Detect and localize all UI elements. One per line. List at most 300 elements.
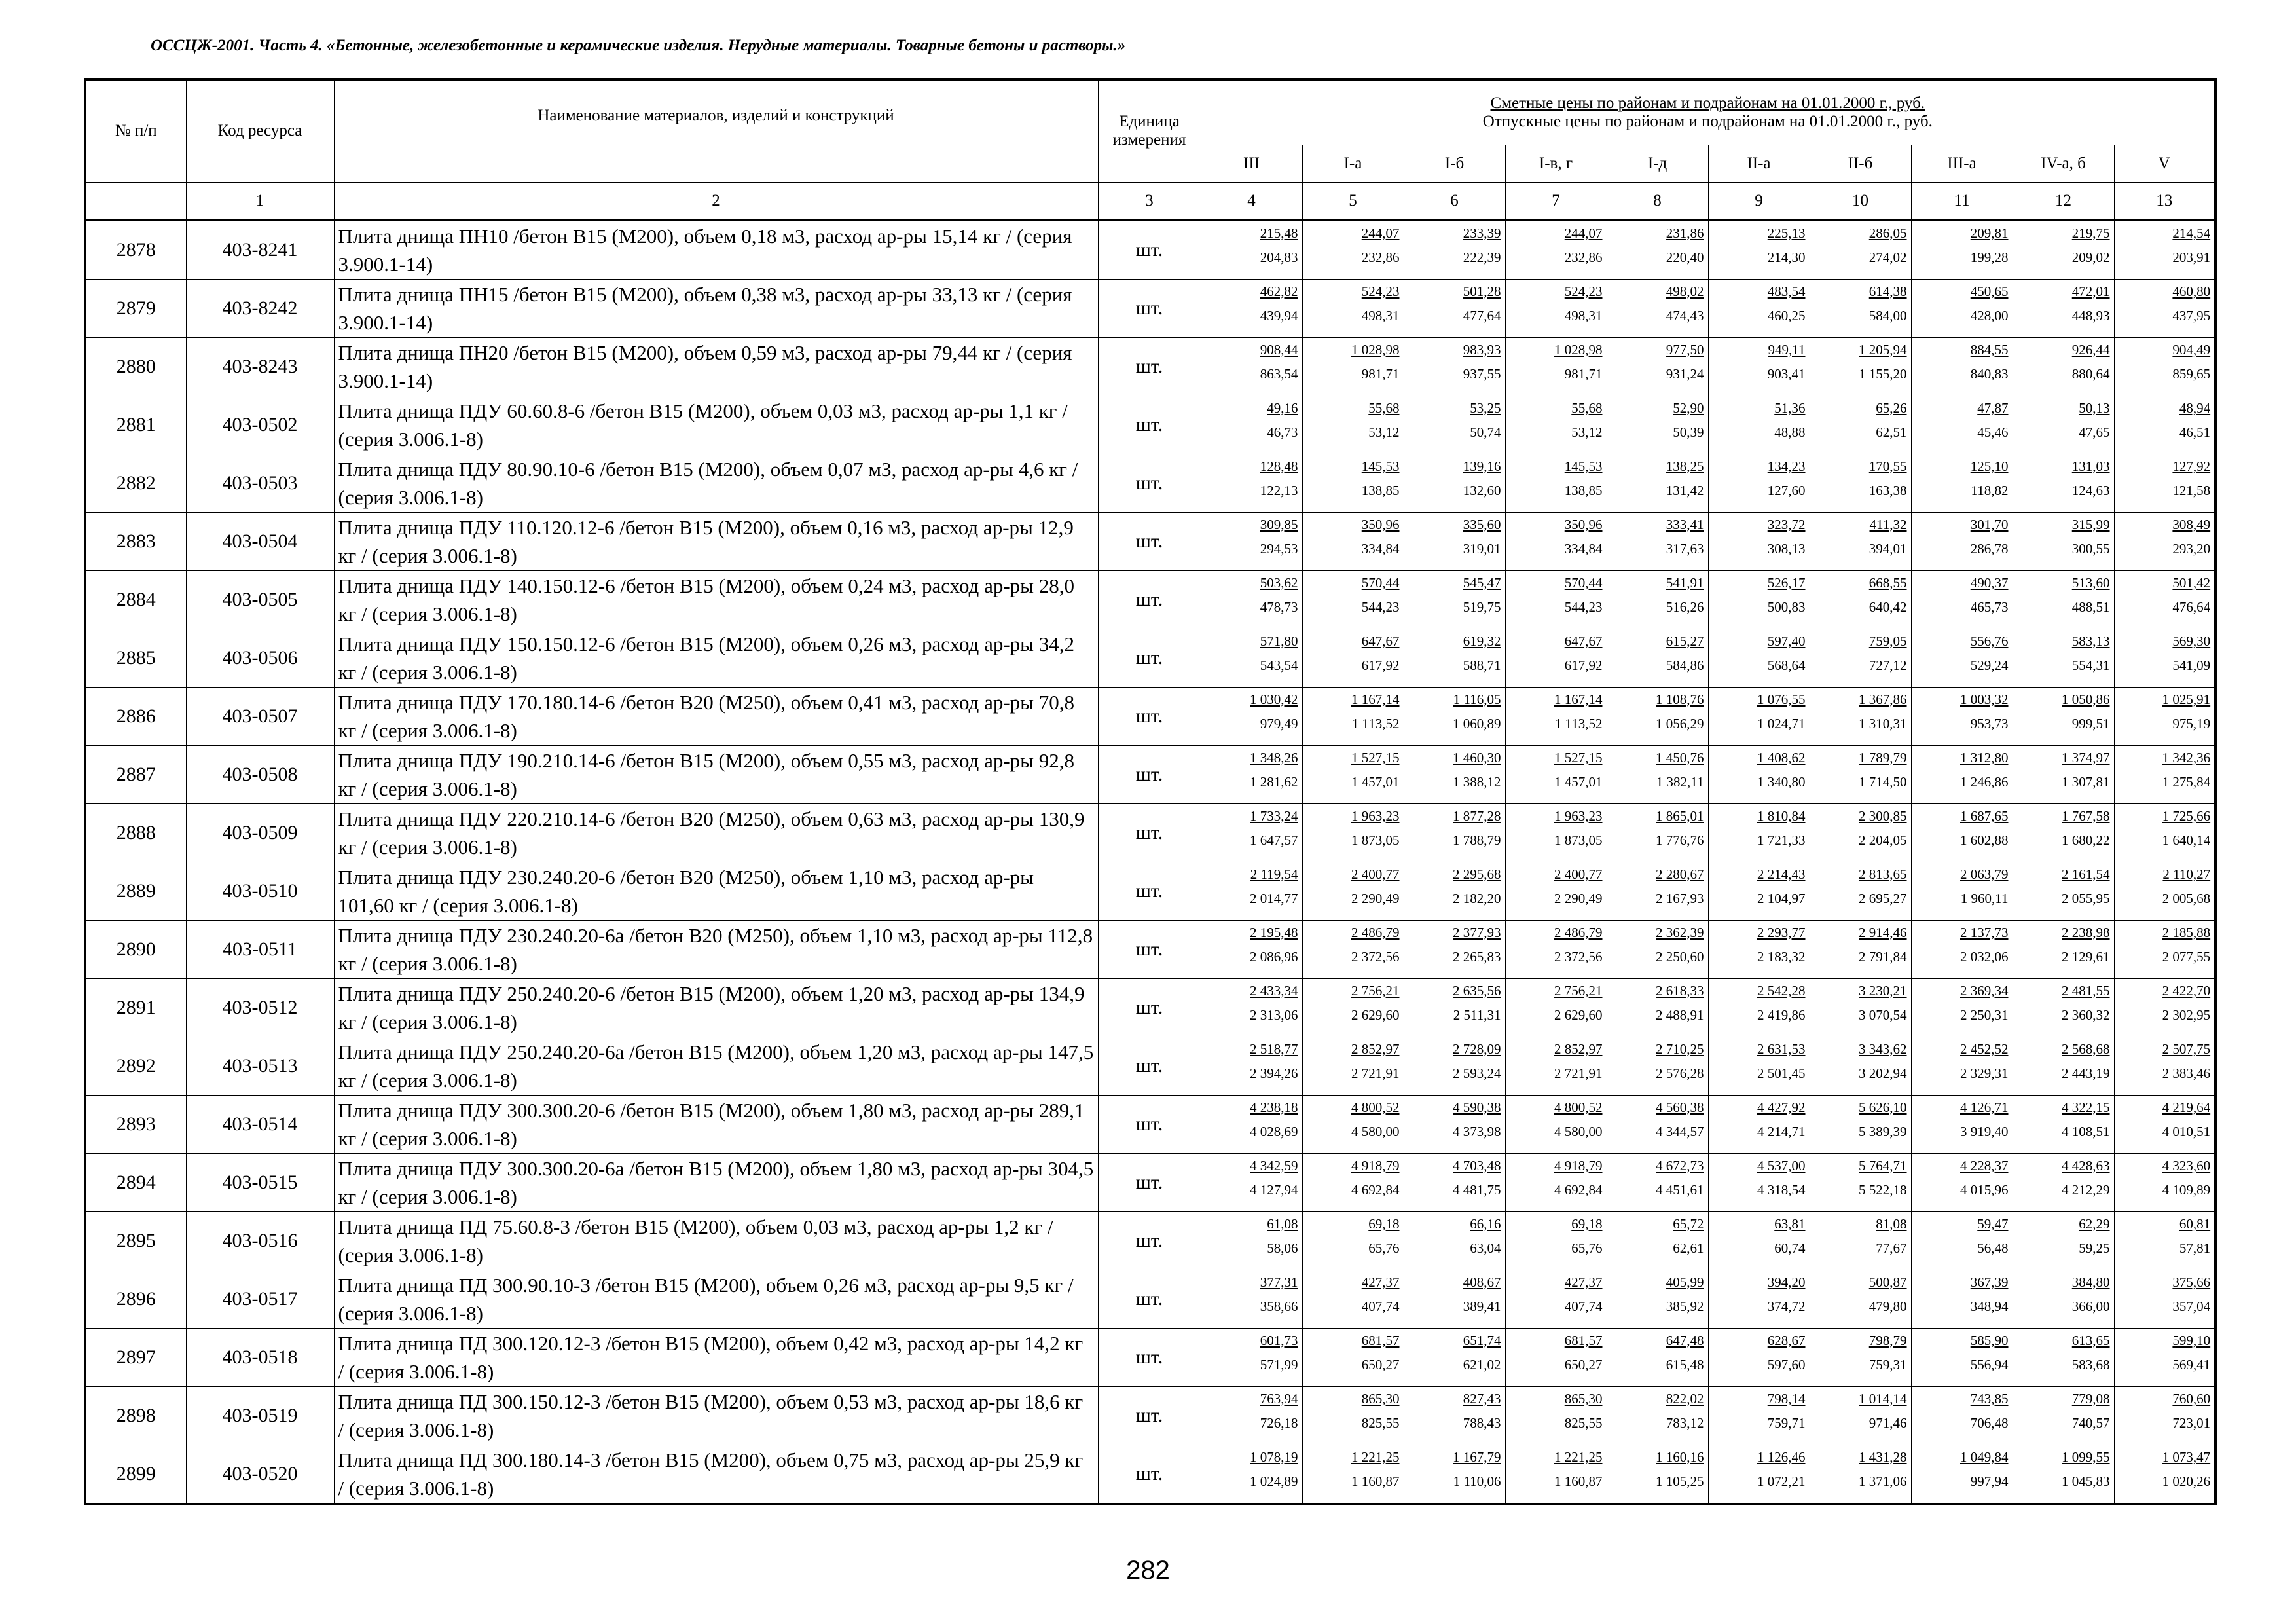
price-cell xyxy=(2013,745,2114,803)
release-price: 2 265,83 xyxy=(1453,948,1501,965)
estimate-price: 384,80 xyxy=(2071,1274,2110,1290)
price-cell xyxy=(1505,1095,1607,1153)
release-price: 979,49 xyxy=(1260,715,1298,731)
price-cell xyxy=(2013,1328,2114,1386)
price-cell xyxy=(1810,862,1911,920)
estimate-price: 427,37 xyxy=(1564,1274,1603,1290)
estimate-price: 4 228,37 xyxy=(1960,1157,2009,1173)
release-price: 294,53 xyxy=(1260,540,1298,557)
price-cell xyxy=(1607,1037,1708,1095)
release-price: 1 275,84 xyxy=(2162,773,2211,790)
price-cell xyxy=(1810,803,1911,862)
estimate-price: 798,14 xyxy=(1767,1390,1806,1407)
price-cell xyxy=(1911,512,2013,570)
header-prices xyxy=(1201,79,2215,145)
release-price: 997,94 xyxy=(1970,1473,2009,1489)
release-price: 1 281,62 xyxy=(1250,773,1298,790)
release-price: 706,48 xyxy=(1970,1414,2009,1431)
release-price: 953,73 xyxy=(1970,715,2009,731)
release-price: 4 214,71 xyxy=(1757,1123,1806,1139)
price-cell xyxy=(1607,978,1708,1037)
release-price: 617,92 xyxy=(1564,657,1603,673)
price-cell xyxy=(1810,570,1911,629)
table-row xyxy=(85,337,2215,396)
release-price: 4 580,00 xyxy=(1351,1123,1400,1139)
table-row xyxy=(85,396,2215,454)
resource-code: 403-0512 xyxy=(186,978,334,1037)
price-cell xyxy=(1607,1386,1708,1445)
estimate-price: 4 590,38 xyxy=(1453,1099,1501,1115)
price-cell xyxy=(2013,1153,2114,1211)
resource-code: 403-0514 xyxy=(186,1095,334,1153)
price-cell xyxy=(1505,570,1607,629)
release-price: 286,78 xyxy=(1970,540,2009,557)
price-cell xyxy=(1404,220,1505,279)
resource-code: 403-0513 xyxy=(186,1037,334,1095)
release-price: 584,00 xyxy=(1868,307,1907,323)
unit: шт. xyxy=(1098,454,1201,512)
estimate-price: 128,48 xyxy=(1260,458,1298,474)
price-cell xyxy=(1911,978,2013,1037)
item-name: Плита днища ПН10 /бетон В15 (М200), объем 0,18 м3, расход ар-ры 15,14 кг / (серия 3.900.1-14) xyxy=(334,220,1098,279)
estimate-price: 55,68 xyxy=(1571,399,1603,416)
price-cell xyxy=(1810,1270,1911,1328)
header-prices-release: Отпускные цены по районам и подрайонам на 01.01.2000 г., руб. xyxy=(1482,112,1933,130)
estimate-price: 1 126,46 xyxy=(1757,1449,1806,1465)
release-price: 2 576,28 xyxy=(1656,1065,1704,1081)
release-price: 1 160,87 xyxy=(1554,1473,1603,1489)
estimate-price: 524,23 xyxy=(1361,283,1400,299)
row-number: 2881 xyxy=(85,396,186,454)
estimate-price: 798,79 xyxy=(1868,1332,1907,1348)
estimate-price: 1 221,25 xyxy=(1554,1449,1603,1465)
release-price: 232,86 xyxy=(1361,249,1400,265)
release-price: 740,57 xyxy=(2071,1414,2110,1431)
release-price: 2 721,91 xyxy=(1351,1065,1400,1081)
estimate-price: 545,47 xyxy=(1463,574,1501,591)
row-number: 2896 xyxy=(85,1270,186,1328)
table-row xyxy=(85,687,2215,745)
release-price: 127,60 xyxy=(1767,482,1806,498)
table-row xyxy=(85,279,2215,337)
region-header: I-а xyxy=(1302,145,1404,182)
price-cell xyxy=(2013,1037,2114,1095)
unit: шт. xyxy=(1098,512,1201,570)
resource-code: 403-0507 xyxy=(186,687,334,745)
estimate-price: 865,30 xyxy=(1361,1390,1400,1407)
price-cell xyxy=(1302,1037,1404,1095)
estimate-price: 583,13 xyxy=(2071,633,2110,649)
estimate-price: 601,73 xyxy=(1260,1332,1298,1348)
estimate-price: 2 362,39 xyxy=(1656,924,1704,940)
item-name: Плита днища ПДУ 80.90.10-6 /бетон В15 (М200), объем 0,07 м3, расход ар-ры 4,6 кг / (серия 3.006.1-8) xyxy=(334,454,1098,512)
price-cell xyxy=(2114,1386,2215,1445)
price-cell xyxy=(1607,570,1708,629)
region-header: III-а xyxy=(1911,145,2013,182)
price-cell xyxy=(2013,220,2114,279)
estimate-price: 1 221,25 xyxy=(1351,1449,1400,1465)
estimate-price: 569,30 xyxy=(2172,633,2211,649)
colnum-cell: 1 xyxy=(186,182,334,220)
price-cell xyxy=(1708,570,1810,629)
item-name: Плита днища ПДУ 230.240.20-6 /бетон В20 (М250), объем 1,10 м3, расход ар-ры 101,60 кг / (серия 3.006.1-8) xyxy=(334,862,1098,920)
estimate-price: 2 813,65 xyxy=(1859,866,1907,882)
table-row xyxy=(85,1037,2215,1095)
price-cell xyxy=(2114,1445,2215,1504)
estimate-price: 613,65 xyxy=(2071,1332,2110,1348)
colnum-cell: 9 xyxy=(1708,182,1810,220)
price-cell xyxy=(1302,512,1404,570)
release-price: 3 202,94 xyxy=(1859,1065,1907,1081)
price-cell xyxy=(1404,512,1505,570)
row-number: 2885 xyxy=(85,629,186,687)
resource-code: 403-0520 xyxy=(186,1445,334,1504)
release-price: 293,20 xyxy=(2172,540,2211,557)
price-cell xyxy=(1810,1211,1911,1270)
price-table xyxy=(84,78,2217,1505)
release-price: 981,71 xyxy=(1564,365,1603,382)
estimate-price: 763,94 xyxy=(1260,1390,1298,1407)
estimate-price: 1 167,14 xyxy=(1351,691,1400,707)
release-price: 2 302,95 xyxy=(2162,1006,2211,1023)
resource-code: 403-0515 xyxy=(186,1153,334,1211)
release-price: 759,71 xyxy=(1767,1414,1806,1431)
price-cell xyxy=(2114,512,2215,570)
release-price: 640,42 xyxy=(1868,599,1907,615)
estimate-price: 2 369,34 xyxy=(1960,982,2009,999)
estimate-price: 5 626,10 xyxy=(1859,1099,1907,1115)
estimate-price: 145,53 xyxy=(1564,458,1603,474)
release-price: 981,71 xyxy=(1361,365,1400,382)
estimate-price: 1 877,28 xyxy=(1453,807,1501,824)
estimate-price: 949,11 xyxy=(1768,341,1806,358)
table-row xyxy=(85,454,2215,512)
colnum-cell: 6 xyxy=(1404,182,1505,220)
price-cell xyxy=(2114,978,2215,1037)
estimate-price: 513,60 xyxy=(2071,574,2110,591)
colnum-cell: 13 xyxy=(2114,182,2215,220)
release-price: 53,12 xyxy=(1571,424,1603,440)
release-price: 2 488,91 xyxy=(1656,1006,1704,1023)
price-cell xyxy=(1201,920,1302,978)
release-price: 529,24 xyxy=(1970,657,2009,673)
estimate-price: 214,54 xyxy=(2172,225,2211,241)
row-number: 2883 xyxy=(85,512,186,570)
estimate-price: 3 343,62 xyxy=(1859,1041,1907,1057)
estimate-price: 1 050,86 xyxy=(2062,691,2110,707)
price-cell xyxy=(1810,1445,1911,1504)
region-header: II-б xyxy=(1810,145,1911,182)
release-price: 4 212,29 xyxy=(2062,1181,2110,1198)
table-row xyxy=(85,1095,2215,1153)
release-price: 308,13 xyxy=(1767,540,1806,557)
estimate-price: 759,05 xyxy=(1868,633,1907,649)
release-price: 1 160,87 xyxy=(1351,1473,1400,1489)
release-price: 4 108,51 xyxy=(2062,1123,2110,1139)
estimate-price: 1 116,05 xyxy=(1453,691,1501,707)
price-cell xyxy=(1201,862,1302,920)
release-price: 138,85 xyxy=(1564,482,1603,498)
region-header: IV-а, б xyxy=(2013,145,2114,182)
estimate-price: 908,44 xyxy=(1260,341,1298,358)
release-price: 1 776,76 xyxy=(1656,832,1704,848)
estimate-price: 597,40 xyxy=(1767,633,1806,649)
release-price: 118,82 xyxy=(1971,482,2009,498)
estimate-price: 65,72 xyxy=(1673,1215,1704,1232)
table-row xyxy=(85,803,2215,862)
estimate-price: 244,07 xyxy=(1564,225,1603,241)
table-row xyxy=(85,978,2215,1037)
price-cell xyxy=(2114,862,2215,920)
estimate-price: 2 914,46 xyxy=(1859,924,1907,940)
release-price: 4 344,57 xyxy=(1656,1123,1704,1139)
price-cell xyxy=(1607,1153,1708,1211)
row-number: 2899 xyxy=(85,1445,186,1504)
row-number: 2893 xyxy=(85,1095,186,1153)
release-price: 46,73 xyxy=(1267,424,1298,440)
release-price: 1 340,80 xyxy=(1757,773,1806,790)
estimate-price: 394,20 xyxy=(1767,1274,1806,1290)
estimate-price: 1 014,14 xyxy=(1859,1390,1907,1407)
price-cell xyxy=(1505,1386,1607,1445)
release-price: 2 129,61 xyxy=(2062,948,2110,965)
price-cell xyxy=(1505,978,1607,1037)
estimate-price: 585,90 xyxy=(1970,1332,2009,1348)
price-cell xyxy=(2013,920,2114,978)
estimate-price: 4 560,38 xyxy=(1656,1099,1704,1115)
release-price: 47,65 xyxy=(2079,424,2110,440)
price-cell xyxy=(1201,1328,1302,1386)
estimate-price: 556,76 xyxy=(1970,633,2009,649)
estimate-price: 500,87 xyxy=(1868,1274,1907,1290)
price-cell xyxy=(2114,396,2215,454)
estimate-price: 286,05 xyxy=(1868,225,1907,241)
estimate-price: 2 710,25 xyxy=(1656,1041,1704,1057)
price-cell xyxy=(1810,512,1911,570)
price-cell xyxy=(1302,396,1404,454)
table-row xyxy=(85,1211,2215,1270)
item-name: Плита днища ПД 300.150.12-3 /бетон В15 (М200), объем 0,53 м3, расход ар-ры 18,6 кг / (серия 3.006.1-8) xyxy=(334,1386,1098,1445)
release-price: 1 873,05 xyxy=(1351,832,1400,848)
price-cell xyxy=(1404,1037,1505,1095)
release-price: 60,74 xyxy=(1774,1240,1806,1256)
estimate-price: 651,74 xyxy=(1463,1332,1501,1348)
price-cell xyxy=(1911,687,2013,745)
estimate-price: 1 025,91 xyxy=(2162,691,2211,707)
table-row xyxy=(85,220,2215,279)
estimate-price: 1 073,47 xyxy=(2162,1449,2211,1465)
item-name: Плита днища ПДУ 250.240.20-6 /бетон В15 (М200), объем 1,20 м3, расход ар-ры 134,9 кг / (серия 3.006.1-8) xyxy=(334,978,1098,1037)
item-name: Плита днища ПДУ 230.240.20-6а /бетон В20 (М250), объем 1,10 м3, расход ар-ры 112,8 кг / (серия 3.006.1-8) xyxy=(334,920,1098,978)
release-price: 48,88 xyxy=(1774,424,1806,440)
price-cell xyxy=(2114,745,2215,803)
price-cell xyxy=(1708,920,1810,978)
item-name: Плита днища ПДУ 190.210.14-6 /бетон В15 (М200), объем 0,55 м3, расход ар-ры 92,8 кг / (серия 3.006.1-8) xyxy=(334,745,1098,803)
estimate-price: 4 800,52 xyxy=(1554,1099,1603,1115)
unit: шт. xyxy=(1098,1328,1201,1386)
price-cell xyxy=(2013,1270,2114,1328)
release-price: 460,25 xyxy=(1767,307,1806,323)
release-price: 50,39 xyxy=(1673,424,1704,440)
estimate-price: 4 703,48 xyxy=(1453,1157,1501,1173)
price-cell xyxy=(1201,512,1302,570)
price-cell xyxy=(1911,1153,2013,1211)
price-cell xyxy=(1302,803,1404,862)
estimate-price: 1 687,65 xyxy=(1960,807,2009,824)
release-price: 45,46 xyxy=(1977,424,2009,440)
price-cell xyxy=(1302,1211,1404,1270)
price-cell xyxy=(1302,570,1404,629)
estimate-price: 1 963,23 xyxy=(1351,807,1400,824)
estimate-price: 884,55 xyxy=(1970,341,2009,358)
estimate-price: 503,62 xyxy=(1260,574,1298,591)
estimate-price: 1 450,76 xyxy=(1656,749,1704,766)
price-cell xyxy=(1810,1095,1911,1153)
colnum-cell xyxy=(85,182,186,220)
release-price: 2 032,06 xyxy=(1960,948,2009,965)
row-number: 2897 xyxy=(85,1328,186,1386)
estimate-price: 233,39 xyxy=(1463,225,1501,241)
estimate-price: 139,16 xyxy=(1463,458,1501,474)
price-cell xyxy=(2114,279,2215,337)
release-price: 783,12 xyxy=(1666,1414,1704,1431)
row-number: 2895 xyxy=(85,1211,186,1270)
price-cell xyxy=(1302,1153,1404,1211)
item-name: Плита днища ПДУ 250.240.20-6а /бетон В15 (М200), объем 1,20 м3, расход ар-ры 147,5 кг / (серия 3.006.1-8) xyxy=(334,1037,1098,1095)
price-cell xyxy=(1810,337,1911,396)
estimate-price: 4 427,92 xyxy=(1757,1099,1806,1115)
price-cell xyxy=(1201,978,1302,1037)
release-price: 2 290,49 xyxy=(1351,890,1400,906)
release-price: 132,60 xyxy=(1463,482,1501,498)
estimate-price: 209,81 xyxy=(1970,225,2009,241)
price-cell xyxy=(1201,1445,1302,1504)
estimate-price: 4 672,73 xyxy=(1656,1157,1704,1173)
unit: шт. xyxy=(1098,220,1201,279)
row-number: 2884 xyxy=(85,570,186,629)
release-price: 903,41 xyxy=(1767,365,1806,382)
estimate-price: 615,27 xyxy=(1666,633,1704,649)
estimate-price: 571,80 xyxy=(1260,633,1298,649)
price-cell xyxy=(1302,978,1404,1037)
estimate-price: 2 756,21 xyxy=(1554,982,1603,999)
release-price: 348,94 xyxy=(1970,1298,2009,1314)
unit: шт. xyxy=(1098,629,1201,687)
estimate-price: 2 110,27 xyxy=(2162,866,2211,882)
estimate-price: 66,16 xyxy=(1470,1215,1501,1232)
unit: шт. xyxy=(1098,1270,1201,1328)
release-price: 541,09 xyxy=(2172,657,2211,673)
release-price: 62,61 xyxy=(1673,1240,1704,1256)
price-cell xyxy=(2013,279,2114,337)
estimate-price: 2 280,67 xyxy=(1656,866,1704,882)
resource-code: 403-0502 xyxy=(186,396,334,454)
estimate-price: 48,94 xyxy=(2179,399,2211,416)
price-cell xyxy=(1708,687,1810,745)
estimate-price: 524,23 xyxy=(1564,283,1603,299)
release-price: 4 580,00 xyxy=(1554,1123,1603,1139)
price-cell xyxy=(1201,396,1302,454)
price-cell xyxy=(1404,687,1505,745)
price-cell xyxy=(1607,1270,1708,1328)
release-price: 1 457,01 xyxy=(1351,773,1400,790)
release-price: 840,83 xyxy=(1970,365,2009,382)
estimate-price: 2 238,98 xyxy=(2062,924,2110,940)
estimate-price: 2 542,28 xyxy=(1757,982,1806,999)
price-cell xyxy=(1404,1211,1505,1270)
estimate-price: 127,92 xyxy=(2172,458,2211,474)
price-cell xyxy=(1708,1095,1810,1153)
release-price: 2 104,97 xyxy=(1757,890,1806,906)
resource-code: 403-0503 xyxy=(186,454,334,512)
price-cell xyxy=(2114,1270,2215,1328)
estimate-price: 231,86 xyxy=(1666,225,1704,241)
price-cell xyxy=(1607,1095,1708,1153)
resource-code: 403-0509 xyxy=(186,803,334,862)
estimate-price: 1 767,58 xyxy=(2062,807,2110,824)
price-cell xyxy=(1607,1445,1708,1504)
resource-code: 403-0516 xyxy=(186,1211,334,1270)
estimate-price: 1 028,98 xyxy=(1554,341,1603,358)
release-price: 1 024,71 xyxy=(1757,715,1806,731)
release-price: 124,63 xyxy=(2071,482,2110,498)
resource-code: 403-0504 xyxy=(186,512,334,570)
estimate-price: 1 963,23 xyxy=(1554,807,1603,824)
estimate-price: 498,02 xyxy=(1666,283,1704,299)
price-cell xyxy=(1302,687,1404,745)
release-price: 220,40 xyxy=(1666,249,1704,265)
estimate-price: 2 452,52 xyxy=(1960,1041,2009,1057)
release-price: 999,51 xyxy=(2071,715,2110,731)
price-cell xyxy=(1201,803,1302,862)
estimate-price: 1 431,28 xyxy=(1859,1449,1907,1465)
estimate-price: 1 167,14 xyxy=(1554,691,1603,707)
price-cell xyxy=(2114,687,2215,745)
estimate-price: 427,37 xyxy=(1361,1274,1400,1290)
release-price: 4 451,61 xyxy=(1656,1181,1704,1198)
table-row xyxy=(85,629,2215,687)
estimate-price: 5 764,71 xyxy=(1859,1157,1907,1173)
price-cell xyxy=(1810,279,1911,337)
colnum-cell: 8 xyxy=(1607,182,1708,220)
price-cell xyxy=(1404,1095,1505,1153)
estimate-price: 52,90 xyxy=(1673,399,1704,416)
release-price: 59,25 xyxy=(2079,1240,2110,1256)
release-price: 1 110,06 xyxy=(1453,1473,1501,1489)
price-cell xyxy=(2013,1095,2114,1153)
release-price: 2 629,60 xyxy=(1351,1006,1400,1023)
estimate-price: 4 322,15 xyxy=(2062,1099,2110,1115)
price-cell xyxy=(1810,454,1911,512)
price-cell xyxy=(1201,745,1302,803)
estimate-price: 301,70 xyxy=(1970,516,2009,532)
estimate-price: 4 126,71 xyxy=(1960,1099,2009,1115)
estimate-price: 1 076,55 xyxy=(1757,691,1806,707)
release-price: 2 394,26 xyxy=(1250,1065,1298,1081)
estimate-price: 2 119,54 xyxy=(1250,866,1298,882)
release-price: 2 791,84 xyxy=(1859,948,1907,965)
price-cell xyxy=(1505,745,1607,803)
estimate-price: 1 078,19 xyxy=(1250,1449,1298,1465)
release-price: 209,02 xyxy=(2071,249,2110,265)
estimate-price: 4 219,64 xyxy=(2162,1099,2211,1115)
estimate-price: 1 028,98 xyxy=(1351,341,1400,358)
estimate-price: 2 295,68 xyxy=(1453,866,1501,882)
estimate-price: 61,08 xyxy=(1267,1215,1298,1232)
estimate-price: 1 810,84 xyxy=(1757,807,1806,824)
price-cell xyxy=(1911,279,2013,337)
price-cell xyxy=(1911,629,2013,687)
